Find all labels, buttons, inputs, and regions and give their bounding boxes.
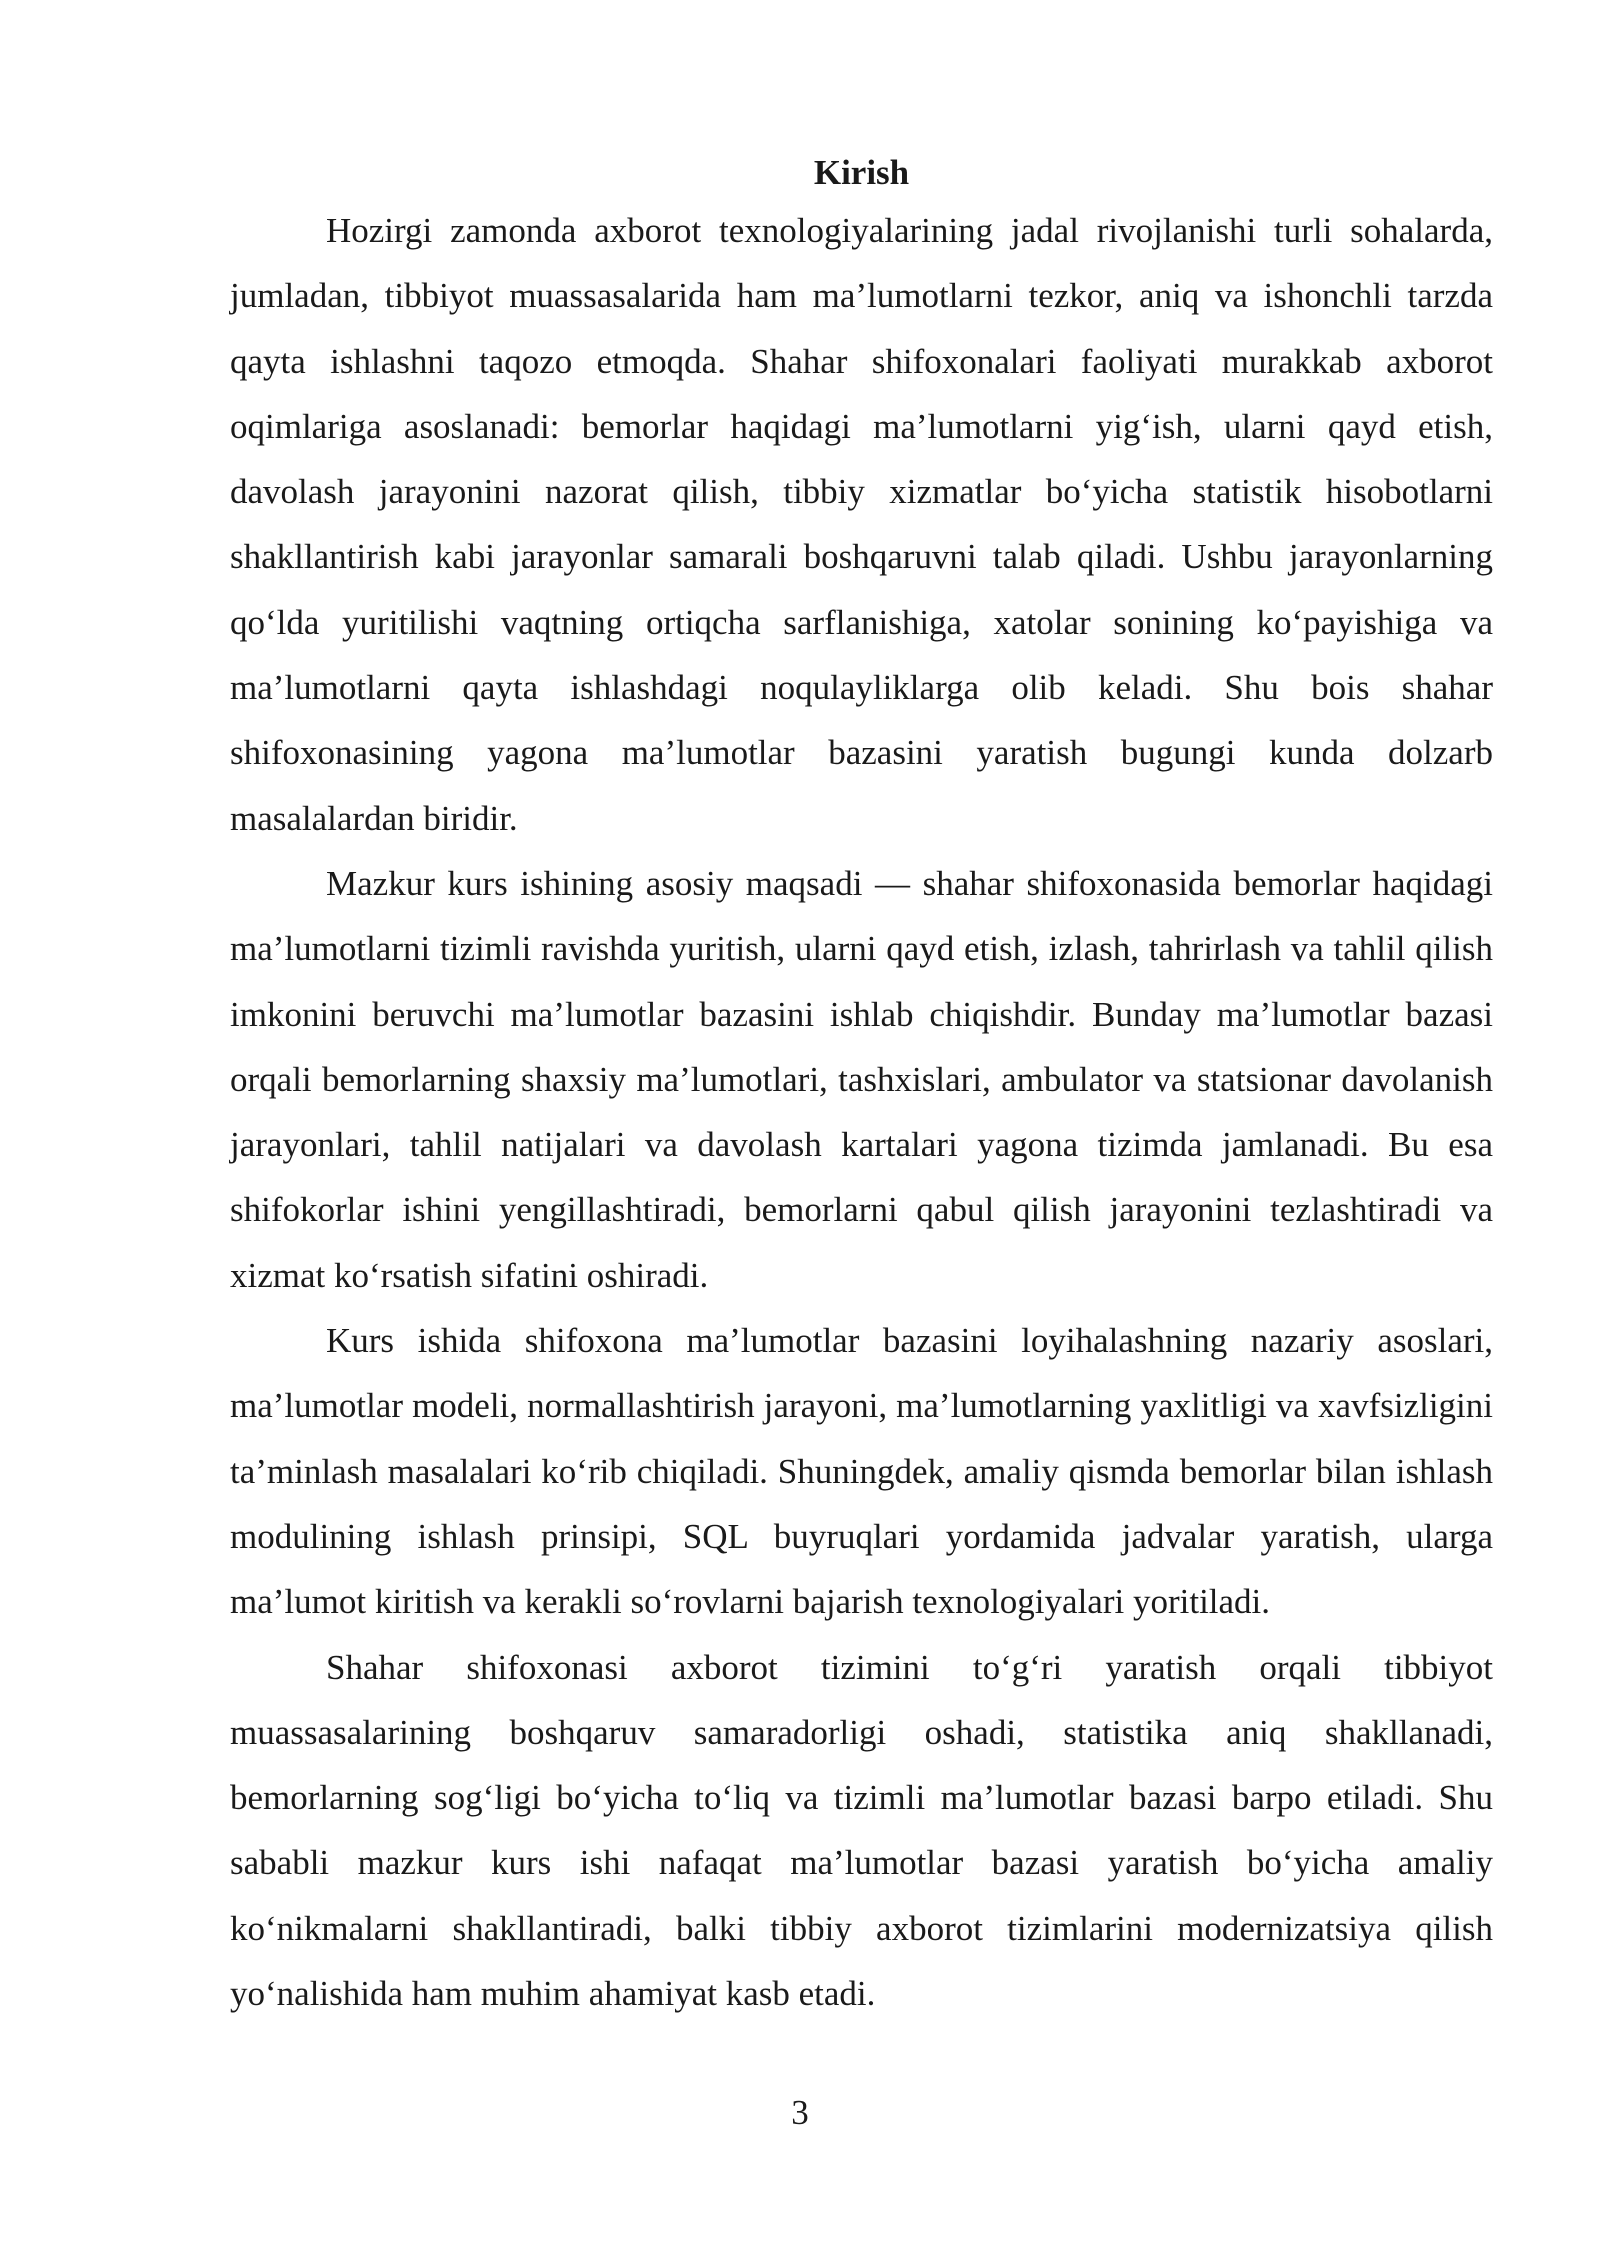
paragraph-3: Kurs ishida shifoxona ma’lumotlar bazasini loyihalashning nazariy asoslari, ma’lumotlar modeli, normallashtirish jarayoni, ma’lumotlarning yaxlitligi va xavfsizligini ta’minlash masalalari ko‘rib chiqiladi. Shuningdek, amaliy qismda bemorlar bilan ishlash modulining ishlash prinsipi, SQL buyruqlari yordamida jadvalar yaratish, ularga ma’lumot kiritish va kerakli so‘rovlarni bajarish texnologiyalari yoritiladi. [230, 1321, 1493, 1622]
section-title: Kirish [813, 153, 910, 192]
paragraph-2: Mazkur kurs ishining asosiy maqsadi — shahar shifoxonasida bemorlar haqidagi ma’lumotlarni tizimli ravishda yuritish, ularni qayd etish, izlash, tahrirlash va tahlil qilish imkonini beruvchi ma’lumotlar bazasini ishlab chiqishdir. Bunday ma’lumotlar bazasi orqali bemorlarning shaxsiy ma’lumotlari, tashxislari, ambulator va statsionar davolanish jarayonlari, tahlil natijalari va davolash kartalari yagona tizimda jamlanadi. Bu esa shifokorlar ishini yengillashtiradi, bemorlarni qabul qilish jarayonini tezlashtiradi va xizmat ko‘rsatish sifatini oshiradi. [230, 863, 1493, 1295]
page-body [230, 148, 1493, 2026]
paragraph-1: Hozirgi zamonda axborot texnologiyalarining jadal rivojlanishi turli sohalarda, jumladan, tibbiyot muassasalarida ham ma’lumotlarni tezkor, aniq va ishonchli tarzda qayta ishlashni taqozo etmoqda. Shahar shifoxonalari faoliyati murakkab axborot oqimlariga asoslanadi: bemorlar haqidagi ma’lumotlarni yig‘ish, ularni qayd etish, davolash jarayonini nazorat qilish, tibbiy xizmatlar bo‘yicha statistik hisobotlarni shakllantirish kabi jarayonlar samarali boshqaruvni talab qiladi. Ushbu jarayonlarning qo‘lda yuritilishi vaqtning ortiqcha sarflanishiga, xatolar sonining ko‘payishiga va ma’lumotlarni qayta ishlashdagi noqulayliklarga olib keladi. Shu bois shahar shifoxonasining yagona ma’lumotlar bazasini yaratish bugungi kunda dolzarb masalalardan biridir. [230, 211, 1493, 838]
page-number: 3 [791, 2093, 809, 2132]
paragraph-4: Shahar shifoxonasi axborot tizimini to‘g‘ri yaratish orqali tibbiyot muassasalarining boshqaruv samaradorligi oshadi, statistika aniq shakllanadi, bemorlarning sog‘ligi bo‘yicha to‘liq va tizimli ma’lumotlar bazasi barpo etiladi. Shu sababli mazkur kurs ishi nafaqat ma’lumotlar bazasi yaratish bo‘yicha amaliy ko‘nikmalarni shakllantiradi, balki tibbiy axborot tizimlarini modernizatsiya qilish yo‘nalishida ham muhim ahamiyat kasb etadi. [230, 1647, 1493, 2014]
